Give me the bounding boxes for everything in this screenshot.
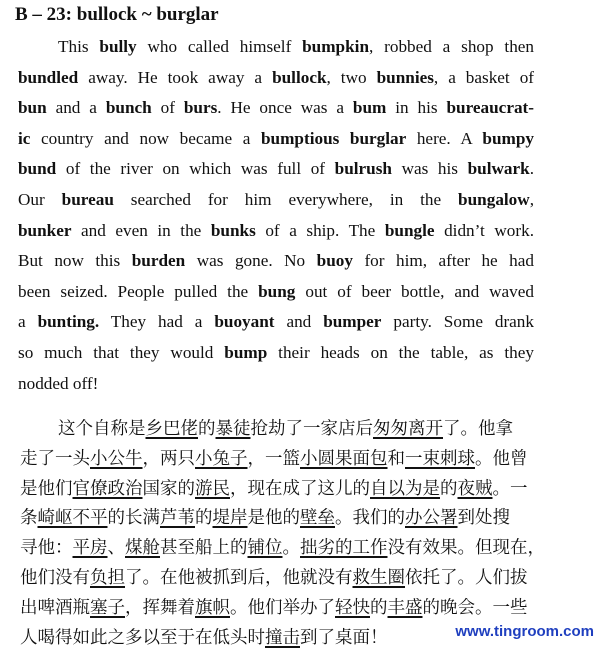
text-run: party. Some drank [381, 312, 534, 332]
text-run: was gone. No [185, 251, 317, 271]
text-run: 他们没有 [20, 567, 90, 588]
text-run: 条 [20, 508, 38, 529]
bold-vocabulary-word: bungalow [458, 189, 530, 209]
en-line [18, 185, 534, 216]
text-run: in his [386, 98, 447, 118]
text-run: 。他曾 [475, 448, 528, 469]
en-line [18, 216, 534, 247]
text-run: ，两只 [142, 448, 195, 469]
text-run: 这个自称是 [58, 419, 146, 439]
underlined-translation: 旗帜 [195, 597, 230, 618]
text-run: 的 [195, 508, 213, 529]
page-title: B – 23: bullock ~ burglar [15, 4, 219, 25]
text-run: 。 [282, 538, 300, 559]
zh-line [20, 475, 532, 505]
text-run: here. A [406, 128, 483, 148]
text-run: ，一篮 [247, 448, 300, 469]
watermark: www.tingroom.com [455, 623, 594, 640]
text-run: 是他的 [247, 508, 300, 529]
bold-vocabulary-word: bun [18, 98, 47, 118]
bold-vocabulary-word: bum [352, 98, 387, 118]
bold-vocabulary-word: ic [18, 128, 31, 148]
text-run: searched for him everywhere, in the [113, 189, 459, 209]
underlined-translation: 丰盛 [387, 597, 423, 618]
text-run: , two [326, 67, 377, 87]
underlined-translation: 轻快 [335, 597, 370, 618]
bold-vocabulary-word: bunch [105, 98, 152, 118]
underlined-translation: 负担 [90, 567, 125, 588]
bold-vocabulary-word: buoyant [214, 312, 275, 332]
en-line [18, 63, 534, 94]
en-line [18, 93, 534, 124]
underlined-translation: 煤舱 [125, 538, 160, 559]
text-run: But now this [18, 251, 132, 271]
text-run: out of beer bottle, and waved [295, 281, 534, 301]
bold-vocabulary-word: bumpy [482, 128, 535, 148]
zh-line [20, 504, 532, 534]
chinese-paragraph [20, 415, 545, 653]
bold-vocabulary-word: bully [99, 37, 137, 56]
text-run: , a basket of [433, 67, 535, 87]
text-run: 是他们 [20, 478, 73, 499]
text-run: . He once was a [217, 98, 353, 118]
text-run: ，挥舞着 [125, 597, 195, 618]
text-run: 。我们的 [335, 508, 405, 529]
en-line [18, 369, 534, 400]
underlined-translation: 暴徒 [215, 419, 251, 439]
text-run: 的 [198, 419, 216, 439]
underlined-translation: 自以为是 [370, 478, 440, 499]
text-run: 的长满 [107, 508, 160, 529]
underlined-translation: 壁垒 [300, 508, 335, 529]
bold-vocabulary-word: burden [131, 251, 186, 271]
underlined-translation: 崎岖不平 [37, 508, 108, 529]
bold-vocabulary-word: bulwark [467, 159, 530, 179]
text-run: 抢劫了一家店后 [250, 419, 373, 439]
en-line [18, 154, 534, 185]
text-run: 没有效果。但现在， [387, 538, 545, 559]
text-run: of the river on which was full of [56, 159, 335, 179]
text-run: for him, after he had [352, 251, 534, 271]
text-run: nodded off! [18, 373, 99, 393]
en-line [18, 32, 534, 63]
text-run: country and now became a [30, 128, 261, 148]
text-run: 和 [387, 448, 405, 469]
underlined-translation: 撞击 [265, 627, 300, 648]
bold-vocabulary-word: buoy [316, 251, 353, 271]
underlined-translation: 办公署 [405, 508, 458, 529]
text-run: 国家的 [142, 478, 195, 499]
underlined-translation: 铺位 [247, 538, 283, 559]
text-run: was his [391, 159, 468, 179]
underlined-translation: 堤岸 [212, 508, 248, 529]
underlined-translation: 塞子 [90, 597, 125, 618]
text-run: 到处搜 [457, 508, 510, 529]
underlined-translation: 官僚政治 [72, 478, 143, 499]
text-run: 走了一头 [20, 448, 90, 469]
text-run: 人喝得如此之多以至于在低头时 [20, 627, 265, 648]
zh-line [20, 564, 532, 594]
text-run: of [151, 98, 184, 118]
text-run: , [529, 189, 534, 209]
underlined-translation: 拙劣的工作 [300, 538, 388, 559]
en-line [18, 307, 534, 338]
underlined-translation: 一束 [405, 448, 440, 469]
underlined-translation: 救生圈 [352, 567, 405, 588]
underlined-translation: 小兔子 [195, 448, 248, 469]
underlined-translation: 小圆果面包 [300, 448, 388, 469]
text-run: 。他们举办了 [230, 597, 335, 618]
bold-vocabulary-word: bumptious burglar [260, 128, 407, 148]
text-run: This [58, 37, 100, 56]
bold-vocabulary-word: bullock [272, 67, 327, 87]
text-run: 出啤酒瓶 [20, 597, 90, 618]
english-paragraph [18, 32, 534, 399]
text-run: their heads on the table, as they [267, 342, 534, 362]
underlined-translation: 夜贼 [457, 478, 493, 499]
text-run: . [529, 159, 534, 179]
text-run: 甚至船上的 [160, 538, 248, 559]
underlined-translation: 平房 [72, 538, 108, 559]
text-run: and even in the [71, 220, 211, 240]
bold-vocabulary-word: bureau [61, 189, 114, 209]
bold-vocabulary-word: bureaucrat- [446, 98, 534, 118]
bold-vocabulary-word: bumper [323, 312, 382, 332]
bold-vocabulary-word: bund [18, 159, 57, 179]
underlined-translation: 刺球 [440, 448, 475, 469]
en-line [18, 124, 534, 155]
bold-vocabulary-word: burs [183, 98, 218, 118]
text-run: didn’t work. [434, 220, 534, 240]
text-run: 。一 [492, 478, 528, 499]
text-run: 了。在他被抓到后，他就没有 [125, 567, 353, 588]
text-run: 、 [107, 538, 125, 559]
bold-vocabulary-word: bunks [210, 220, 256, 240]
text-run: Our [18, 189, 62, 209]
en-line [18, 277, 534, 308]
text-run: of a ship. The [255, 220, 385, 240]
bold-vocabulary-word: bunting. [37, 312, 100, 332]
bold-vocabulary-word: bunnies [376, 67, 434, 87]
text-run: 的晚会。一些 [422, 597, 528, 618]
bold-vocabulary-word: bundled [18, 67, 79, 87]
text-run: 寻他： [20, 538, 73, 559]
text-run: 的 [370, 597, 388, 618]
text-run: They had a [99, 312, 215, 332]
text-run: away. He took away a [78, 67, 273, 87]
bold-vocabulary-word: bumpkin [302, 37, 370, 56]
underlined-translation: 乡巴佬 [145, 419, 198, 439]
en-line [18, 246, 534, 277]
zh-line [20, 445, 532, 475]
bold-vocabulary-word: bulrush [334, 159, 392, 179]
text-run: so much that they would [18, 342, 225, 362]
underlined-translation: 小公牛 [90, 448, 143, 469]
text-run: a [18, 312, 38, 332]
underlined-translation: 游民 [195, 478, 230, 499]
text-run: 到了桌面！ [300, 627, 388, 648]
bold-vocabulary-word: bump [224, 342, 268, 362]
bold-vocabulary-word: bungle [384, 220, 435, 240]
text-run: who called himself [136, 37, 303, 56]
bold-vocabulary-word: bung [258, 281, 296, 301]
text-run: 的 [440, 478, 458, 499]
text-run: and a [46, 98, 106, 118]
underlined-translation: 芦苇 [160, 508, 195, 529]
zh-line [20, 534, 545, 564]
text-run: 了。他拿 [443, 419, 513, 439]
text-run: ，现在成了这儿的 [230, 478, 370, 499]
zh-line [20, 415, 532, 445]
text-run: and [274, 312, 324, 332]
text-run: 依托了。人们拔 [405, 567, 528, 588]
underlined-translation: 匆匆离开 [373, 419, 443, 439]
en-line [18, 338, 534, 369]
text-run: , robbed a shop then [369, 37, 535, 56]
zh-line [20, 594, 532, 624]
text-run: been seized. People pulled the [18, 281, 259, 301]
bold-vocabulary-word: bunker [18, 220, 72, 240]
